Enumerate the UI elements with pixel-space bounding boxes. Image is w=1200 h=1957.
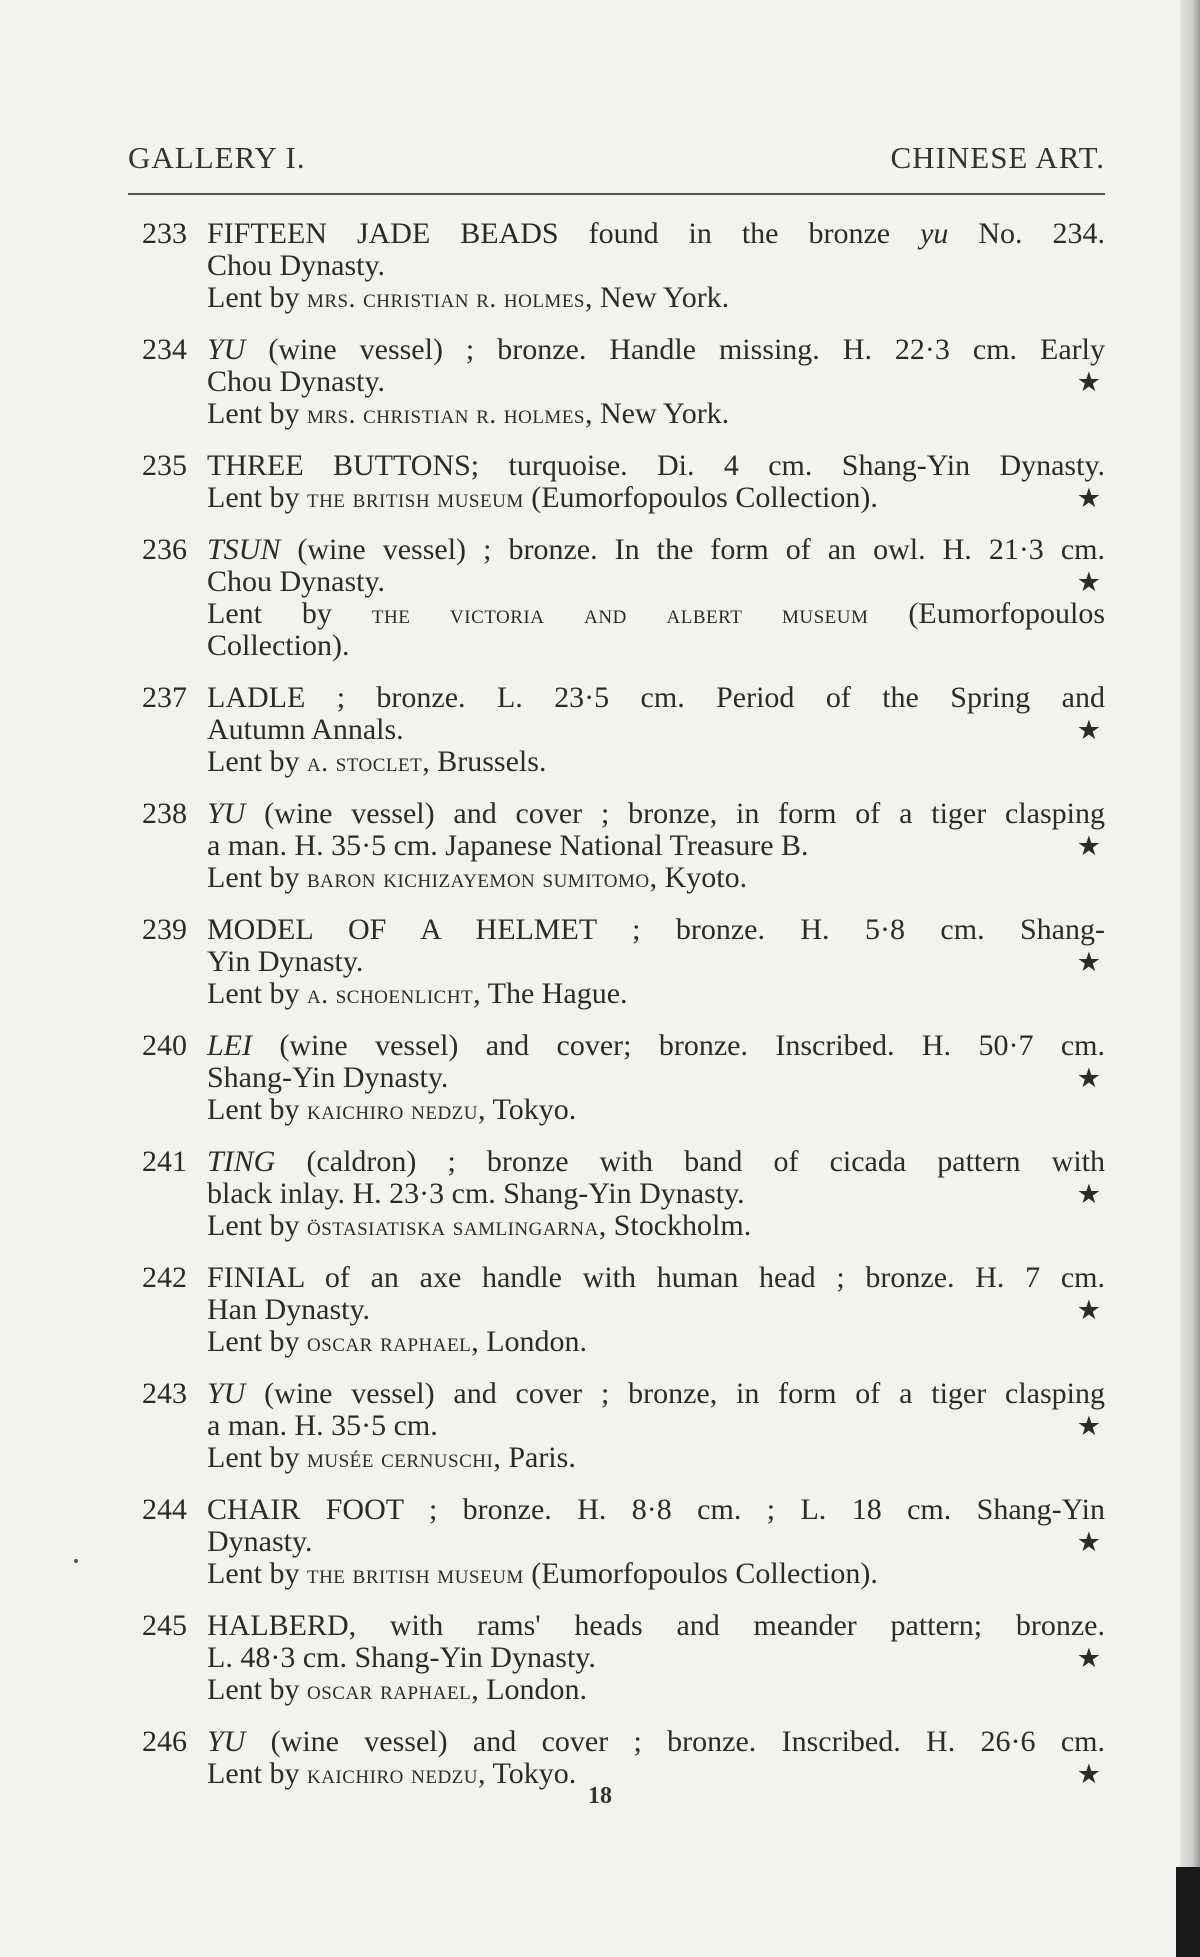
entry-number: 235 [142, 449, 187, 482]
star-icon: ★ [1076, 715, 1101, 745]
entry-period: Yin Dynasty. ★ [207, 946, 1105, 978]
catalogue-entry-242 [142, 1262, 1105, 1358]
entry-description: TSUN (wine vessel) ; bronze. In the form of an owl. H. 21·3 cm. [207, 533, 1105, 566]
entry-lender: Lent by a. schoenlicht, The Hague. [207, 977, 628, 1010]
catalogue-entry-244 [142, 1494, 1105, 1590]
entry-period: Autumn Annals. ★ [207, 714, 1105, 746]
paper-speck [74, 1559, 78, 1563]
entry-description: CHAIR FOOT ; bronze. H. 8·8 cm. ; L. 18 cm. Shang-Yin [207, 1493, 1105, 1526]
entry-period: a man. H. 35·5 cm. Japanese National Treasure B. ★ [207, 830, 1105, 862]
entry-period: Dynasty. ★ [207, 1526, 1105, 1558]
entry-description: LADLE ; bronze. L. 23·5 cm. Period of the Spring and [207, 681, 1105, 714]
entry-description: TING (caldron) ; bronze with band of cicada pattern with [207, 1145, 1105, 1178]
star-icon: ★ [1076, 1063, 1101, 1093]
entry-lender: Lent by mrs. christian r. holmes, New York. [207, 397, 730, 430]
entry-description: YU (wine vessel) and cover ; bronze, in form of a tiger clasping [207, 1377, 1105, 1410]
entry-number: 237 [142, 681, 187, 714]
entry-lender: Lent by östasiatiska samlingarna, Stockholm. [207, 1209, 752, 1242]
entry-number: 246 [142, 1725, 187, 1758]
entry-number: 239 [142, 913, 187, 946]
entry-description: YU (wine vessel) and cover ; bronze, in form of a tiger clasping [207, 797, 1105, 830]
header-gallery: GALLERY I. [128, 140, 306, 175]
entry-lender: Lent by oscar raphael, London. [207, 1673, 588, 1706]
entry-lender: Lent by the victoria and albert museum (Eumorfopoulos [207, 597, 1106, 630]
star-icon: ★ [1076, 1179, 1101, 1209]
entry-description: THREE BUTTONS; turquoise. Di. 4 cm. Shang-Yin Dynasty. [207, 449, 1105, 482]
entry-lender: Lent by musée cernuschi, Paris. [207, 1441, 576, 1474]
entry-number: 245 [142, 1609, 187, 1642]
running-header [128, 140, 1105, 176]
catalogue-entry-233 [142, 218, 1105, 314]
catalogue-entry-236 [142, 534, 1105, 662]
entry-description: FIFTEEN JADE BEADS found in the bronze yu No. 234. [207, 217, 1105, 250]
star-icon: ★ [1076, 1527, 1101, 1557]
page-number: 18 [588, 1783, 612, 1809]
catalogue-entry-239 [142, 914, 1105, 1010]
entry-period: Chou Dynasty. ★ [207, 366, 1105, 398]
entry-lender: Lent by kaichiro nedzu, Tokyo. ★ [207, 1758, 1105, 1790]
entry-period: Shang-Yin Dynasty. ★ [207, 1062, 1105, 1094]
entry-lender: Lent by a. stoclet, Brussels. [207, 745, 547, 778]
entry-period: Chou Dynasty. [207, 249, 386, 282]
star-icon: ★ [1076, 567, 1101, 597]
star-icon: ★ [1076, 831, 1101, 861]
header-section: CHINESE ART. [890, 140, 1105, 175]
catalogue-entry-237 [142, 682, 1105, 778]
binding-strip [1176, 1867, 1200, 1957]
entry-description: YU (wine vessel) ; bronze. Handle missing. H. 22·3 cm. Early [207, 333, 1105, 366]
catalogue-entry-243 [142, 1378, 1105, 1474]
entry-period: Chou Dynasty. ★ [207, 566, 1105, 598]
catalogue-entry-246 [142, 1726, 1105, 1790]
entry-lender-continued: Collection). [207, 629, 350, 662]
entry-period: Han Dynasty. ★ [207, 1294, 1105, 1326]
star-icon: ★ [1076, 367, 1101, 397]
catalogue-entry-240 [142, 1030, 1105, 1126]
header-rule [128, 193, 1105, 195]
page-edge-shadow [1180, 0, 1200, 1957]
entry-lender: Lent by mrs. christian r. holmes, New York. [207, 281, 730, 314]
star-icon: ★ [1076, 1759, 1101, 1789]
entry-number: 238 [142, 797, 187, 830]
entry-number: 233 [142, 217, 187, 250]
entry-period: a man. H. 35·5 cm. ★ [207, 1410, 1105, 1442]
entry-lender: Lent by the british museum (Eumorfopoulos Collection). ★ [207, 482, 1105, 514]
entry-description: LEI (wine vessel) and cover; bronze. Inscribed. H. 50·7 cm. [207, 1029, 1105, 1062]
entry-number: 242 [142, 1261, 187, 1294]
catalogue-entry-234 [142, 334, 1105, 430]
entry-description: MODEL OF A HELMET ; bronze. H. 5·8 cm. Shang- [207, 913, 1105, 946]
star-icon: ★ [1076, 483, 1101, 513]
entry-number: 243 [142, 1377, 187, 1410]
entry-lender: Lent by oscar raphael, London. [207, 1325, 588, 1358]
catalogue-entry-235 [142, 450, 1105, 514]
catalogue-entry-238 [142, 798, 1105, 894]
catalogue-entry-241 [142, 1146, 1105, 1242]
entry-description: FINIAL of an axe handle with human head ; bronze. H. 7 cm. [207, 1261, 1105, 1294]
star-icon: ★ [1076, 1411, 1101, 1441]
catalogue-entries [142, 218, 1105, 1810]
entry-lender: Lent by kaichiro nedzu, Tokyo. [207, 1093, 577, 1126]
entry-period: L. 48·3 cm. Shang-Yin Dynasty. ★ [207, 1642, 1105, 1674]
star-icon: ★ [1076, 1643, 1101, 1673]
entry-number: 240 [142, 1029, 187, 1062]
entry-number: 244 [142, 1493, 187, 1526]
catalogue-entry-245 [142, 1610, 1105, 1706]
entry-number: 234 [142, 333, 187, 366]
entry-lender: Lent by the british museum (Eumorfopoulos Collection). [207, 1557, 878, 1590]
entry-lender: Lent by baron kichizayemon sumitomo, Kyoto. [207, 861, 748, 894]
entry-number: 236 [142, 533, 187, 566]
entry-period: black inlay. H. 23·3 cm. Shang-Yin Dynasty. ★ [207, 1178, 1105, 1210]
entry-description: HALBERD, with rams' heads and meander pattern; bronze. [207, 1609, 1105, 1642]
entry-description: YU (wine vessel) and cover ; bronze. Inscribed. H. 26·6 cm. [207, 1725, 1105, 1758]
star-icon: ★ [1076, 947, 1101, 977]
star-icon: ★ [1076, 1295, 1101, 1325]
entry-number: 241 [142, 1145, 187, 1178]
